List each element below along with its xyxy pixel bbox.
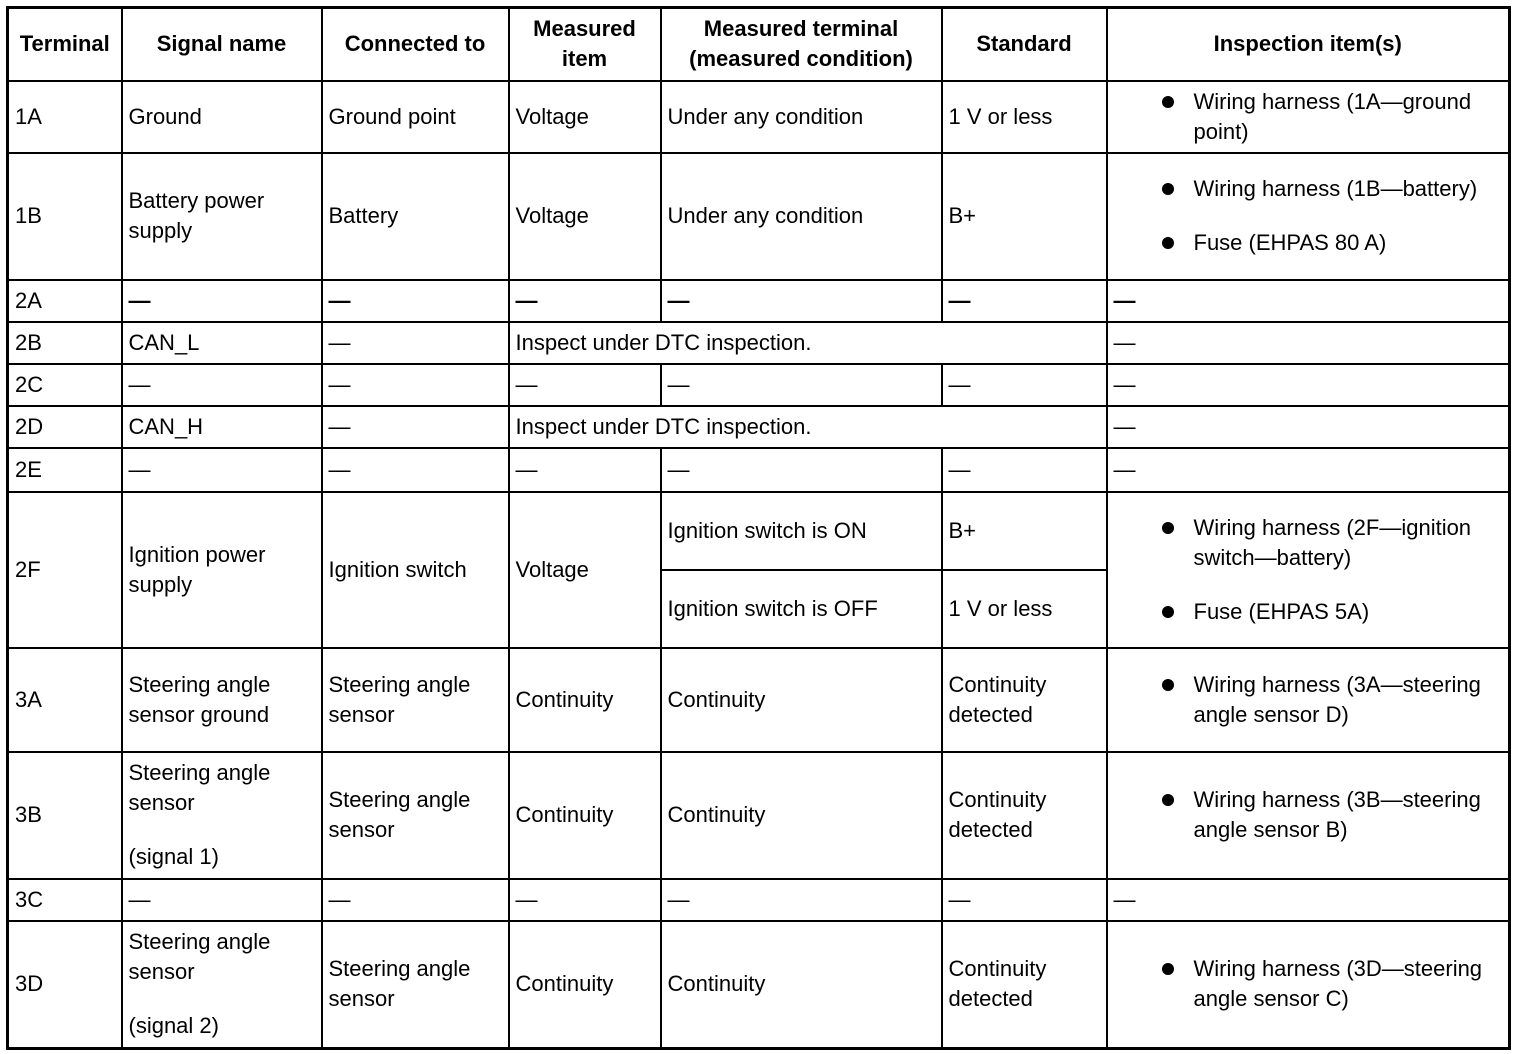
cell-signal-name: — [122,879,322,921]
cell-connected-to: — [322,406,509,448]
signal-name-detail: (signal 2) [128,1013,219,1039]
inspection-list [1114,87,1503,147]
cell-standard: — [942,879,1107,921]
cell-measured-item: — [509,280,661,322]
cell-standard-on: B+ [942,492,1107,570]
cell-measured-item: Continuity [509,921,661,1049]
cell-signal-name: Ignition power supply [122,492,322,648]
cell-measured-condition: — [661,879,942,921]
spacer [129,818,315,842]
cell-inspection: — [1107,322,1510,364]
cell-connected-to: — [322,448,509,492]
cell-signal-name: CAN_L [122,322,322,364]
inspection-list [1114,954,1503,1014]
cell-connected-to: Steering angle sensor [322,921,509,1049]
cell-measured-condition: Continuity [661,648,942,752]
terminal-inspection-table [6,6,1511,1050]
cell-signal-name: Steering angle sensor ground [122,648,322,752]
inspection-item: Fuse (EHPAS 5A) [1158,597,1503,627]
cell-standard: Continuity detected [942,921,1107,1049]
header-measured-terminal: Measured terminal (measured condition) [661,8,942,81]
cell-inspection: — [1107,406,1510,448]
cell-measured-item: — [509,879,661,921]
inspection-item: Wiring harness (1A—ground point) [1158,87,1503,147]
inspection-item: Wiring harness (3A—steering angle sensor D) [1158,670,1503,730]
cell-measured-item: — [509,364,661,406]
inspection-item: Wiring harness (2F—ignition switch—battery) [1158,513,1503,573]
inspection-item: Wiring harness (3D—steering angle sensor C) [1158,954,1503,1014]
cell-measured-condition: — [661,364,942,406]
cell-measured-condition: — [661,280,942,322]
inspection-item: Wiring harness (3B—steering angle sensor B) [1158,785,1503,845]
header-standard: Standard [942,8,1107,81]
cell-signal-name: CAN_H [122,406,322,448]
cell-terminal: 3C [8,879,122,921]
cell-terminal: 2B [8,322,122,364]
cell-signal-name: — [122,280,322,322]
signal-name-text: Steering angle sensor [128,760,271,815]
cell-measured-condition: Continuity [661,752,942,879]
cell-inspection: — [1107,280,1510,322]
cell-standard: — [942,448,1107,492]
table-row-2f [8,492,1510,570]
cell-signal-name: — [122,364,322,406]
table-row-2c [8,364,1510,406]
cell-inspection [1107,492,1510,648]
cell-terminal: 2F [8,492,122,648]
cell-terminal: 1A [8,81,122,153]
table-row-2e [8,448,1510,492]
cell-standard: B+ [942,153,1107,280]
cell-measured-item: Voltage [509,492,661,648]
cell-terminal: 3D [8,921,122,1049]
inspection-list [1114,785,1503,845]
inspection-list [1114,513,1503,627]
cell-inspection [1107,81,1510,153]
table-row-3b [8,752,1510,879]
cell-signal-name [122,921,322,1049]
cell-measured-item: Voltage [509,153,661,280]
cell-standard: Continuity detected [942,752,1107,879]
cell-inspection [1107,153,1510,280]
cell-signal-name: — [122,448,322,492]
table-row-2b [8,322,1510,364]
cell-inspection: — [1107,448,1510,492]
cell-terminal: 3B [8,752,122,879]
cell-measured-condition: — [661,448,942,492]
inspection-list [1114,670,1503,730]
cell-standard: — [942,280,1107,322]
cell-terminal: 1B [8,153,122,280]
table-row-1b [8,153,1510,280]
cell-dtc-note: Inspect under DTC inspection. [509,322,1107,364]
cell-measured-item: Continuity [509,648,661,752]
cell-inspection [1107,648,1510,752]
header-inspection-items: Inspection item(s) [1107,8,1510,81]
cell-connected-to: — [322,364,509,406]
inspection-list [1114,174,1503,258]
header-connected-to: Connected to [322,8,509,81]
cell-connected-to: Ground point [322,81,509,153]
signal-name-detail: (signal 1) [128,844,219,869]
cell-standard: 1 V or less [942,81,1107,153]
cell-signal-name: Ground [122,81,322,153]
cell-measured-condition-on: Ignition switch is ON [661,492,942,570]
cell-measured-condition: Continuity [661,921,942,1049]
cell-terminal: 2D [8,406,122,448]
cell-terminal: 2C [8,364,122,406]
cell-measured-condition-off: Ignition switch is OFF [661,570,942,648]
cell-inspection [1107,752,1510,879]
table-row-2d [8,406,1510,448]
cell-measured-item: Continuity [509,752,661,879]
cell-measured-condition: Under any condition [661,81,942,153]
cell-connected-to: Ignition switch [322,492,509,648]
inspection-item: Wiring harness (1B—battery) [1158,174,1503,204]
cell-connected-to: Steering angle sensor [322,648,509,752]
table-row-3a [8,648,1510,752]
cell-inspection: — [1107,364,1510,406]
cell-inspection: — [1107,879,1510,921]
cell-measured-condition: Under any condition [661,153,942,280]
header-row [8,8,1510,81]
terminal-table-wrapper [6,6,1511,1050]
cell-inspection [1107,921,1510,1049]
cell-connected-to: — [322,280,509,322]
cell-signal-name: Battery power supply [122,153,322,280]
cell-terminal: 2E [8,448,122,492]
cell-dtc-note: Inspect under DTC inspection. [509,406,1107,448]
cell-signal-name [122,752,322,879]
header-terminal: Terminal [8,8,122,81]
cell-standard: Continuity detected [942,648,1107,752]
cell-measured-item: Voltage [509,81,661,153]
inspection-item: Fuse (EHPAS 80 A) [1158,228,1503,258]
table-row-3c [8,879,1510,921]
cell-measured-item: — [509,448,661,492]
cell-connected-to: — [322,879,509,921]
signal-name-text: Steering angle sensor [128,929,271,985]
cell-standard: — [942,364,1107,406]
spacer [129,987,315,1011]
cell-terminal: 2A [8,280,122,322]
table-row-1a [8,81,1510,153]
cell-connected-to: — [322,322,509,364]
cell-standard-off: 1 V or less [942,570,1107,648]
table-row-3d [8,921,1510,1049]
cell-connected-to: Battery [322,153,509,280]
table-row-2a [8,280,1510,322]
header-measured-item: Measured item [509,8,661,81]
header-signal-name: Signal name [122,8,322,81]
cell-terminal: 3A [8,648,122,752]
cell-connected-to: Steering angle sensor [322,752,509,879]
